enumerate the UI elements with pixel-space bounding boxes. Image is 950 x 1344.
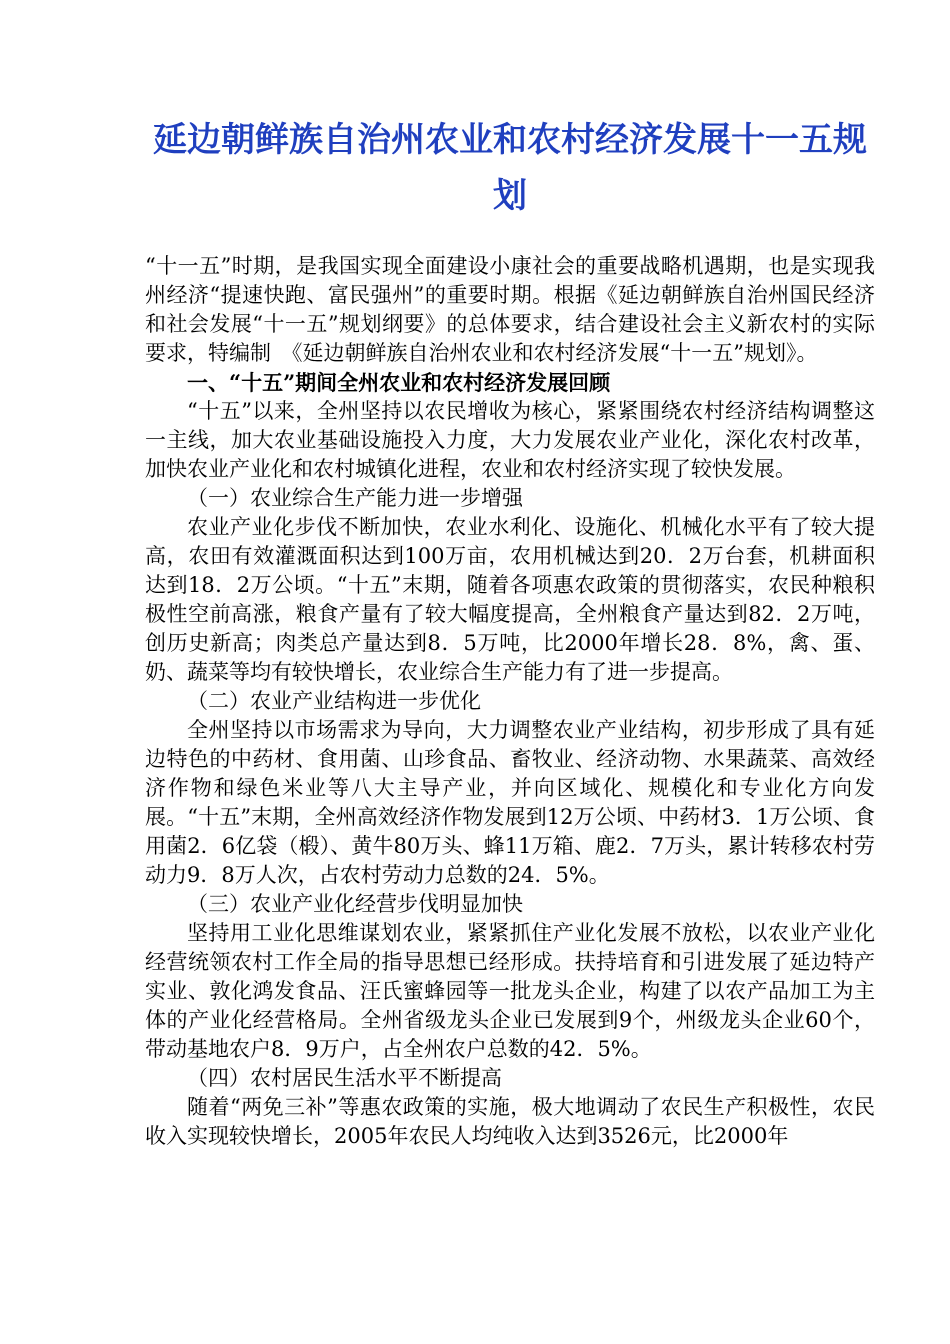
subsection-heading-2: （二）农业产业结构进一步优化 <box>187 689 481 713</box>
subsection-4-paragraph: 随着“两免三补”等惠农政策的实施，极大地调动了农民生产积极性，农民收入实现较快增长，2005年农民人均纯收入达到3526元，比2000年 <box>145 1095 875 1148</box>
section-1-intro: “十五”以来，全州坚持以农民增收为核心，紧紧围绕农村经济结构调整这一主线，加大农业基础设施投入力度，大力发展农业产业化，深化农村改革，加快农业产业化和农村城镇化进程，农业和农村经济实现了较快发展。 <box>145 399 875 481</box>
subsection-3-paragraph: 坚持用工业化思维谋划农业，紧紧抓住产业化发展不放松，以农业产业化经营统领农村工作全局的指导思想已经形成。扶持培育和引进发展了延边特产实业、敦化鸿发食品、汪氏蜜蜂园等一批龙头企业，构建了以农产品加工为主体的产业化经营格局。全州省级龙头企业已发展到9个，州级龙头企业60个，带动基地农户8．9万户，占全州农户总数的42．5%。 <box>145 921 875 1061</box>
document-body <box>145 252 875 1151</box>
document-title: 延边朝鲜族自治州农业和农村经济发展十一五规划 <box>153 120 867 216</box>
subsection-1-paragraph: 农业产业化步伐不断加快，农业水利化、设施化、机械化水平有了较大提高，农田有效灌溉面积达到100万亩，农用机械达到20．2万台套，机耕面积达到18．2万公顷。“十五”末期，随着各项惠农政策的贯彻落实，农民种粮积极性空前高涨，粮食产量有了较大幅度提高，全州粮食产量达到82．2万吨，创历史新高；肉类总产量达到8．5万吨，比2000年增长28．8%，禽、蛋、奶、蔬菜等均有较快增长，农业综合生产能力有了进一步提高。 <box>145 515 875 684</box>
subsection-2-paragraph: 全州坚持以市场需求为导向，大力调整农业产业结构，初步形成了具有延边特色的中药材、食用菌、山珍食品、畜牧业、经济动物、水果蔬菜、高效经济作物和绿色米业等八大主导产业，并向区域化、规模化和专业化方向发展。“十五”末期，全州高效经济作物发展到12万公顷、中药材3．1万公顷、食用菌2．6亿袋（椴）、黄牛80万头、蜂11万箱、鹿2．7万头，累计转移农村劳动力9．8万人次，占农村劳动力总数的24．5%。 <box>145 718 875 887</box>
subsection-heading-4: （四）农村居民生活水平不断提高 <box>187 1066 502 1090</box>
section-heading-1: 一、“十五”期间全州农业和农村经济发展回顾 <box>187 370 611 395</box>
subsection-heading-1: （一）农业综合生产能力进一步增强 <box>187 486 523 510</box>
subsection-heading-3: （三）农业产业化经营步伐明显加快 <box>187 892 523 916</box>
intro-paragraph: “十一五”时期，是我国实现全面建设小康社会的重要战略机遇期，也是实现我州经济“提速快跑、富民强州”的重要时期。根据《延边朝鲜族自治州国民经济和社会发展“十一五”规划纲要》的总体要求，结合建设社会主义新农村的实际要求，特编制 《延边朝鲜族自治州农业和农村经济发展“十一五”规划》。 <box>145 254 875 365</box>
